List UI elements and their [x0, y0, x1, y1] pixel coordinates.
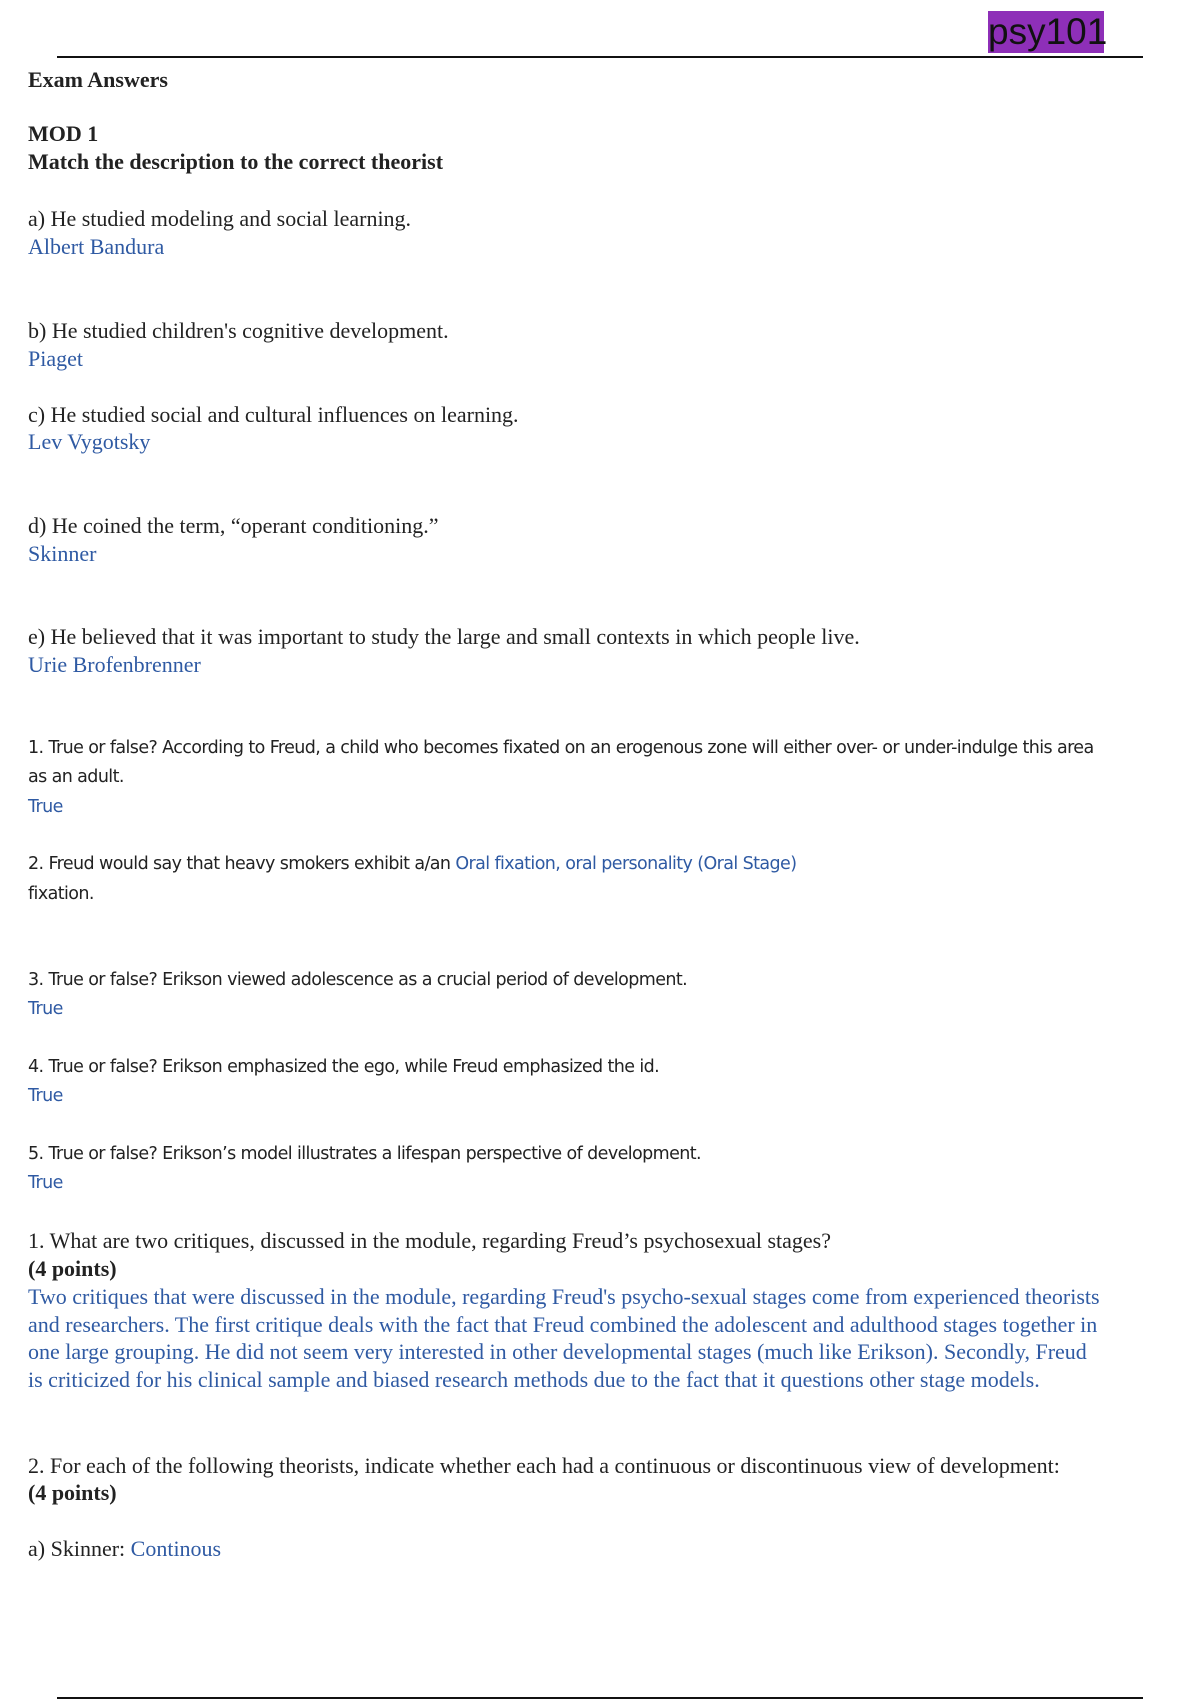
sub-item-answer: Continous	[130, 1536, 222, 1561]
essay-question: 2. For each of the following theorists, indicate whether each had a continuous or discontinuous view of development:	[28, 1453, 1060, 1478]
fill-in-suffix: fixation.	[28, 884, 94, 904]
essay-question: 1. What are two critiques, discussed in the module, regarding Freud’s psychosexual stages?	[28, 1228, 832, 1253]
matching-question: a) He studied modeling and social learning.	[28, 206, 412, 231]
matching-answer: Lev Vygotsky	[28, 429, 151, 454]
tf-answer: True	[28, 797, 63, 817]
fill-in-answer: Oral fixation, oral personality (Oral Stage)	[455, 854, 797, 874]
footer-rule	[57, 1697, 1143, 1699]
tf-question: 5. True or false? Erikson’s model illustrates a lifespan perspective of development.	[28, 1144, 701, 1164]
matching-question: c) He studied social and cultural influences on learning.	[28, 402, 519, 427]
fill-in-prompt: 2. Freud would say that heavy smokers exhibit a/an	[28, 854, 456, 874]
matching-answer: Skinner	[28, 541, 97, 566]
tf-question: 1. True or false? According to Freud, a child who becomes fixated on an erogenous zone will either over- or under-indulge this area	[28, 738, 1094, 758]
page-title: Exam Answers	[28, 67, 168, 92]
matching-answer: Urie Brofenbrenner	[28, 652, 201, 677]
essay-answer-line: one large grouping. He did not seem very interested in other developmental stages (much like Erikson). Secondly, Freud	[28, 1339, 1087, 1364]
essay-points: (4 points)	[28, 1256, 117, 1281]
matching-instruction: Match the description to the correct theorist	[28, 149, 444, 174]
matching-question: d) He coined the term, “operant conditioning.”	[28, 513, 439, 538]
course-badge: psy101	[988, 11, 1108, 52]
tf-question-cont: as an adult.	[28, 767, 124, 787]
matching-answer: Albert Bandura	[28, 234, 165, 259]
essay-answer-line: is criticized for his clinical sample and biased research methods due to the fact that it questions other stage models.	[28, 1367, 1040, 1392]
sub-item-label: a) Skinner:	[28, 1536, 131, 1561]
essay-answer-line: Two critiques that were discussed in the module, regarding Freud's psycho-sexual stages come from experienced theorists	[28, 1284, 1100, 1309]
tf-answer: True	[28, 1173, 63, 1193]
matching-question: b) He studied children's cognitive development.	[28, 318, 449, 343]
tf-answer: True	[28, 999, 63, 1019]
essay-answer-line: and researchers. The first critique deals with the fact that Freud combined the adolescent and adulthood stages together in	[28, 1312, 1098, 1337]
tf-question: 4. True or false? Erikson emphasized the ego, while Freud emphasized the id.	[28, 1057, 660, 1077]
module-heading: MOD 1	[28, 121, 99, 146]
matching-question: e) He believed that it was important to study the large and small contexts in which people live.	[28, 624, 860, 649]
tf-answer: True	[28, 1086, 63, 1106]
fill-in-question	[28, 851, 796, 877]
tf-question: 3. True or false? Erikson viewed adolescence as a crucial period of development.	[28, 970, 688, 990]
essay-points: (4 points)	[28, 1480, 117, 1505]
essay-sub-item	[28, 1535, 221, 1563]
header-rule	[57, 56, 1143, 58]
matching-answer: Piaget	[28, 346, 83, 371]
